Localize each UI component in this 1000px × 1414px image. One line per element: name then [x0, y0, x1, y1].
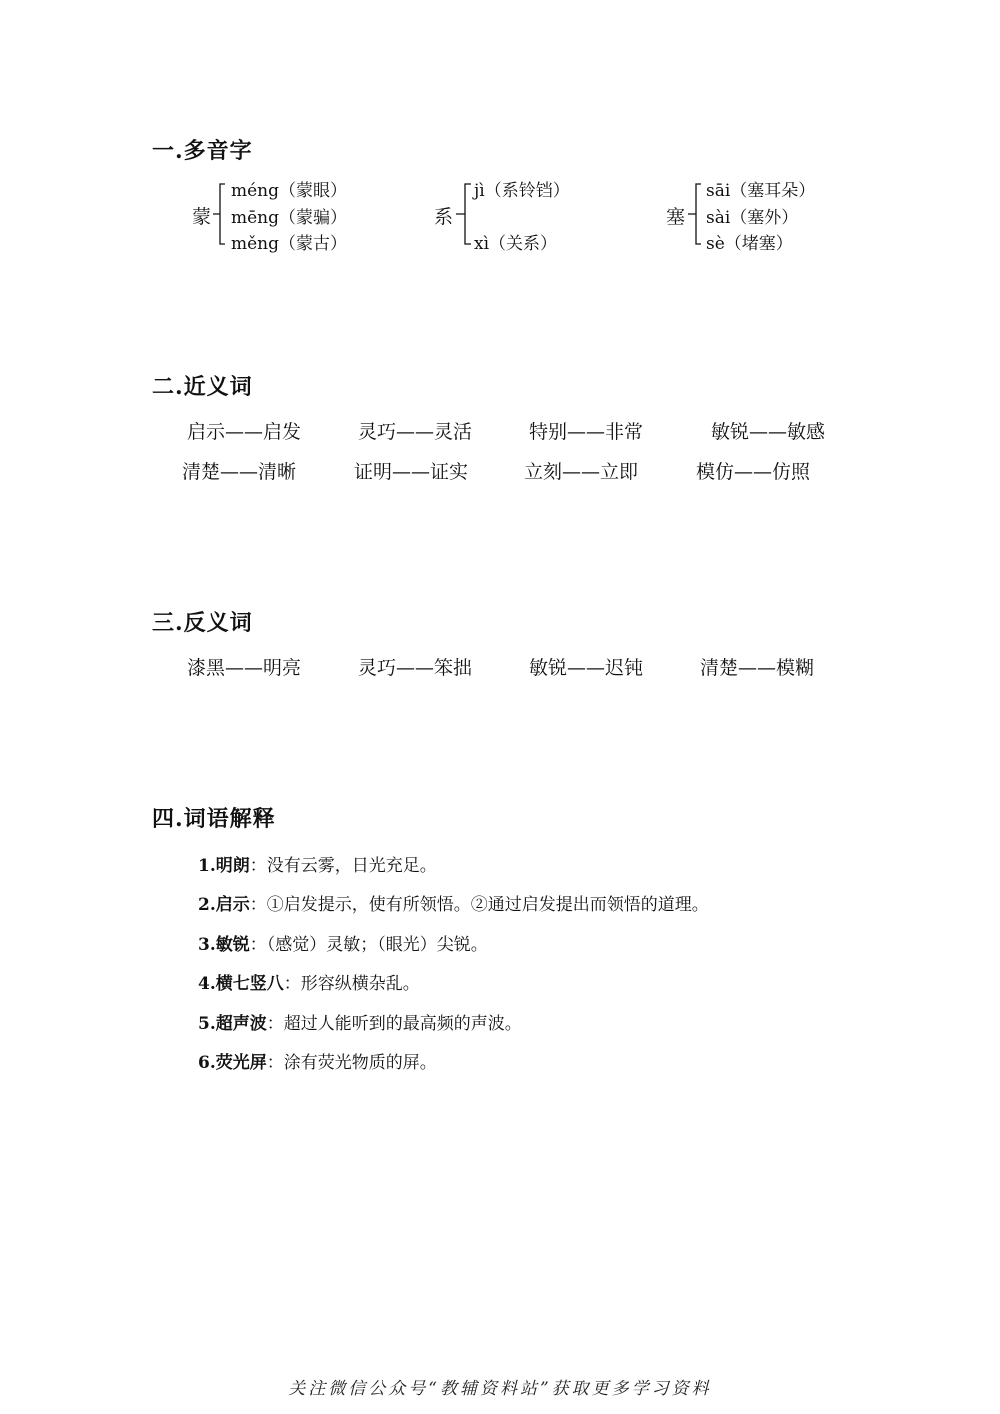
brace-icon: [211, 180, 231, 248]
synonym-pair: 清楚——清晰: [182, 461, 297, 483]
synonym-pair: 证明——证实: [354, 461, 469, 483]
polyphonic-char: 系: [434, 206, 454, 228]
explanation-text: ：（感觉）灵敏；（眼光）尖锐。: [249, 935, 488, 955]
antonym-pair: 清楚——模糊: [700, 657, 815, 679]
explanation-text: ：①启发提示，使有所领悟。②通过启发提出而领悟的道理。: [249, 895, 709, 915]
explanation-item: [198, 1009, 522, 1034]
explanation-term: 1.明朗: [198, 856, 250, 876]
explanation-text: ：形容纵横杂乱。: [283, 974, 420, 994]
antonym-pair: 漆黑——明亮: [187, 657, 302, 679]
synonym-pair: 特别——非常: [529, 421, 644, 443]
pinyin-reading: měng（蒙古）: [231, 234, 348, 254]
explanation-item: [198, 1048, 437, 1073]
synonym-pair: 敏锐——敏感: [711, 421, 826, 443]
explanation-term: 5.超声波: [198, 1014, 267, 1034]
footer-note: 关注微信公众号“教辅资料站”获取更多学习资料: [288, 1379, 712, 1399]
pinyin-reading: sài（塞外）: [706, 208, 799, 228]
explanation-term: 6.荧光屏: [198, 1053, 267, 1073]
synonym-pair: 立刻——立即: [524, 461, 639, 483]
explanation-item: [198, 969, 420, 994]
section-title-synonyms: 二.近义词: [152, 374, 253, 400]
brace-icon: [686, 180, 706, 248]
section-title-polyphonic: 一.多音字: [152, 138, 253, 164]
synonym-pair: 灵巧——灵活: [358, 421, 473, 443]
polyphonic-char: 蒙: [192, 206, 212, 228]
polyphonic-char: 塞: [666, 206, 686, 228]
explanation-term: 2.启示: [198, 895, 250, 915]
explanation-item: [198, 890, 709, 915]
pinyin-reading: jì（系铃铛）: [474, 181, 570, 201]
antonym-pair: 敏锐——迟钝: [529, 657, 644, 679]
antonym-pair: 灵巧——笨拙: [358, 657, 473, 679]
explanation-term: 3.敏锐: [198, 935, 250, 955]
brace-icon: [453, 180, 475, 248]
explanation-text: ：没有云雾，日光充足。: [249, 856, 437, 876]
pinyin-reading: sāi（塞耳朵）: [706, 181, 816, 201]
explanation-item: [198, 930, 488, 955]
explanation-text: ：超过人能听到的最高频的声波。: [266, 1014, 522, 1034]
section-title-explanations: 四.词语解释: [152, 806, 276, 832]
section-title-antonyms: 三.反义词: [152, 610, 253, 636]
synonym-pair: 模仿——仿照: [696, 461, 811, 483]
pinyin-reading: sè（堵塞）: [706, 234, 793, 254]
explanation-item: [198, 851, 437, 876]
pinyin-reading: méng（蒙眼）: [231, 181, 348, 201]
explanation-text: ：涂有荧光物质的屏。: [266, 1053, 437, 1073]
pinyin-reading: xì（关系）: [474, 234, 558, 254]
synonym-pair: 启示——启发: [187, 421, 302, 443]
explanation-term: 4.横七竖八: [198, 974, 284, 994]
pinyin-reading: mēng（蒙骗）: [231, 208, 348, 228]
